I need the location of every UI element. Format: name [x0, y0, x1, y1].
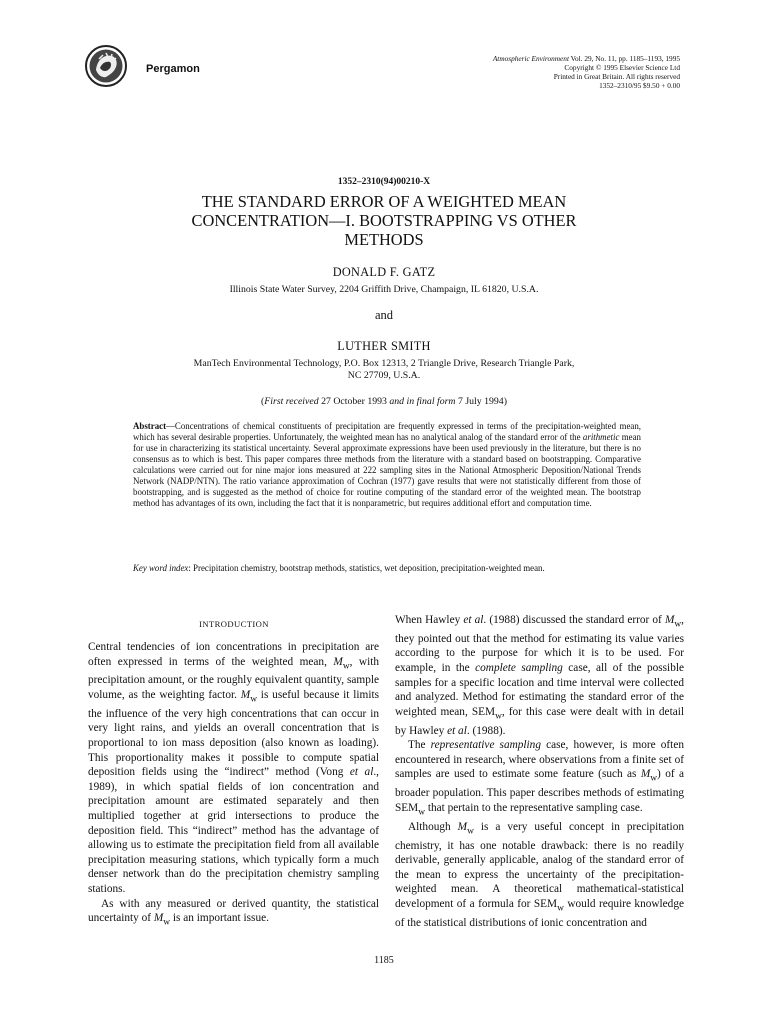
intro-paragraph-2: As with any measured or derived quantity, the statistical uncertainty of $M_w$ is an important issue.	[88, 897, 379, 928]
abstract-label: Abstract	[133, 421, 167, 431]
affiliation-2-line-2: NC 27709, U.S.A.	[347, 370, 421, 381]
affiliation-2-line-1: ManTech Environmental Technology, P.O. Box 12313, 2 Triangle Drive, Research Triangle Park,	[193, 358, 575, 369]
author-1: DONALD F. GATZ	[332, 265, 436, 279]
title-line-3: METHODS	[344, 230, 424, 249]
publisher-name: Pergamon	[146, 63, 200, 75]
body-column-left	[88, 640, 379, 930]
page-number: 1185	[374, 955, 394, 966]
affiliation-1: Illinois State Water Survey, 2204 Griffith Drive, Champaign, IL 61820, U.S.A.	[229, 284, 539, 295]
author-conjunction: and	[374, 308, 394, 322]
journal-name: Atmospheric Environment	[492, 54, 569, 63]
final-form-date: 7 July 1994	[455, 396, 504, 407]
intro-paragraph-4: The representative sampling case, however, is more often encountered in research, where observations from a finite set of samples are used to estimate some feature (such as $M_w$) of a broader population. This paper describes methods of estimating $SEM_w$ that pertain to the representative sampling case.	[395, 739, 684, 818]
printed-line: Printed in Great Britain. All rights reserved	[553, 72, 680, 81]
article-doi: 1352–2310(94)00210-X	[337, 177, 431, 187]
affiliation-2	[100, 358, 668, 382]
journal-citation: Vol. 29, No. 11, pp. 1185–1193, 1995	[568, 54, 680, 63]
title-line-2: CONCENTRATION—I. BOOTSTRAPPING VS OTHER	[191, 211, 577, 230]
intro-paragraph-5: Although $M_w$ is a very useful concept in precipitation chemistry, it has one notable drawback: there is no readily derivable, generally applicable, analog of the standard error of the mean to express the uncertainty of the precipitation-weighted mean. A theoretical mathematical-statistical development of a formula for $SEM_w$ would require knowledge of the statistical distributions of ionic concentration and	[395, 820, 684, 929]
keyword-index	[133, 563, 641, 574]
author-2: LUTHER SMITH	[337, 339, 431, 353]
final-form-label: and in final form	[389, 396, 456, 407]
publisher-logo-icon	[84, 44, 128, 88]
received-dates: (First received 27 October 1993 and in final form 7 July 1994)	[261, 396, 507, 407]
body-column-right	[395, 613, 684, 930]
title-line-1: THE STANDARD ERROR OF A WEIGHTED MEAN	[201, 192, 567, 211]
journal-citation-line	[493, 54, 680, 63]
intro-paragraph-1: Central tendencies of ion concentrations in precipitation are often expressed in terms of the weighted mean, $M_w$, with precipitation amount, or the roughly equivalent quantity, sample volume, as the weighting factor. $M_w$ is useful because it limits the influence of the very high concentrations that can occur in very light rains, and yields an overall concentration that is proportional to ion mass deposition (also known as loading). This proportionality makes it possible to compute spatial deposition fields using the “indirect” method (Vong et al., 1989), in which spatial fields of ion concentration and precipitation amount are estimated separately and then multiplied together at grid intersections to produce the deposition field. This “indirect” method has the advantage of allowing us to estimate the precipitation field from all available precipitation measuring stations, which typically form a much denser network than do the precipitation chemistry sampling stations.	[88, 641, 380, 895]
journal-info	[493, 54, 680, 90]
keyword-list: : Precipitation chemistry, bootstrap methods, statistics, wet deposition, precipitation-weighted mean.	[188, 563, 545, 573]
copyright-line: Copyright © 1995 Elsevier Science Ltd	[564, 63, 680, 72]
intro-paragraph-3: When Hawley et al. (1988) discussed the standard error of $M_w$, they pointed out that the method for estimating its value varies according to the purpose for which it is to be used. For example, in the complete sampling case, all of the possible samples for a specific location and time interval were collected and analyzed. Method for estimating the standard error of the weighted mean, $SEM_w$, for this case were dealt with in detail by Hawley et al. (1988).	[395, 614, 685, 737]
section-heading-introduction: INTRODUCTION	[199, 619, 269, 629]
issn-price-line: 1352–2310/95 $9.50 + 0.00	[599, 81, 680, 90]
keyword-label: Key word index	[133, 563, 189, 573]
abstract: Abstract—Concentrations of chemical constituents of precipitation are frequently expressed in terms of the precipitation-weighted mean, which has several desirable properties. Unfortunately, the weighted mean has no analytical analog of the standard error of the arithmetic mean for use in characterizing its statistical uncertainty. Several approximate expressions have been used previously in the literature, but there is no consensus as to which is best. This paper compares three methods from the literature with a standard based on bootstrapping. Comparative calculations were carried out for nine major ions measured at 222 sampling sites in the National Atmospheric Deposition/National Trends Network (NADP/NTN). The ratio variance approximation of Cochran (1977) gave results that were not statistically different from those of bootstrapping, and is suggested as the method of choice for routine computing of the standard error of the weighted mean. The bootstrap method has advantages of its own, including the fact that it is nonparametric, but requires additional effort and computation time.	[133, 421, 641, 508]
received-label: First received	[264, 396, 319, 407]
article-title	[120, 192, 648, 249]
received-date: 27 October 1993	[318, 396, 390, 407]
